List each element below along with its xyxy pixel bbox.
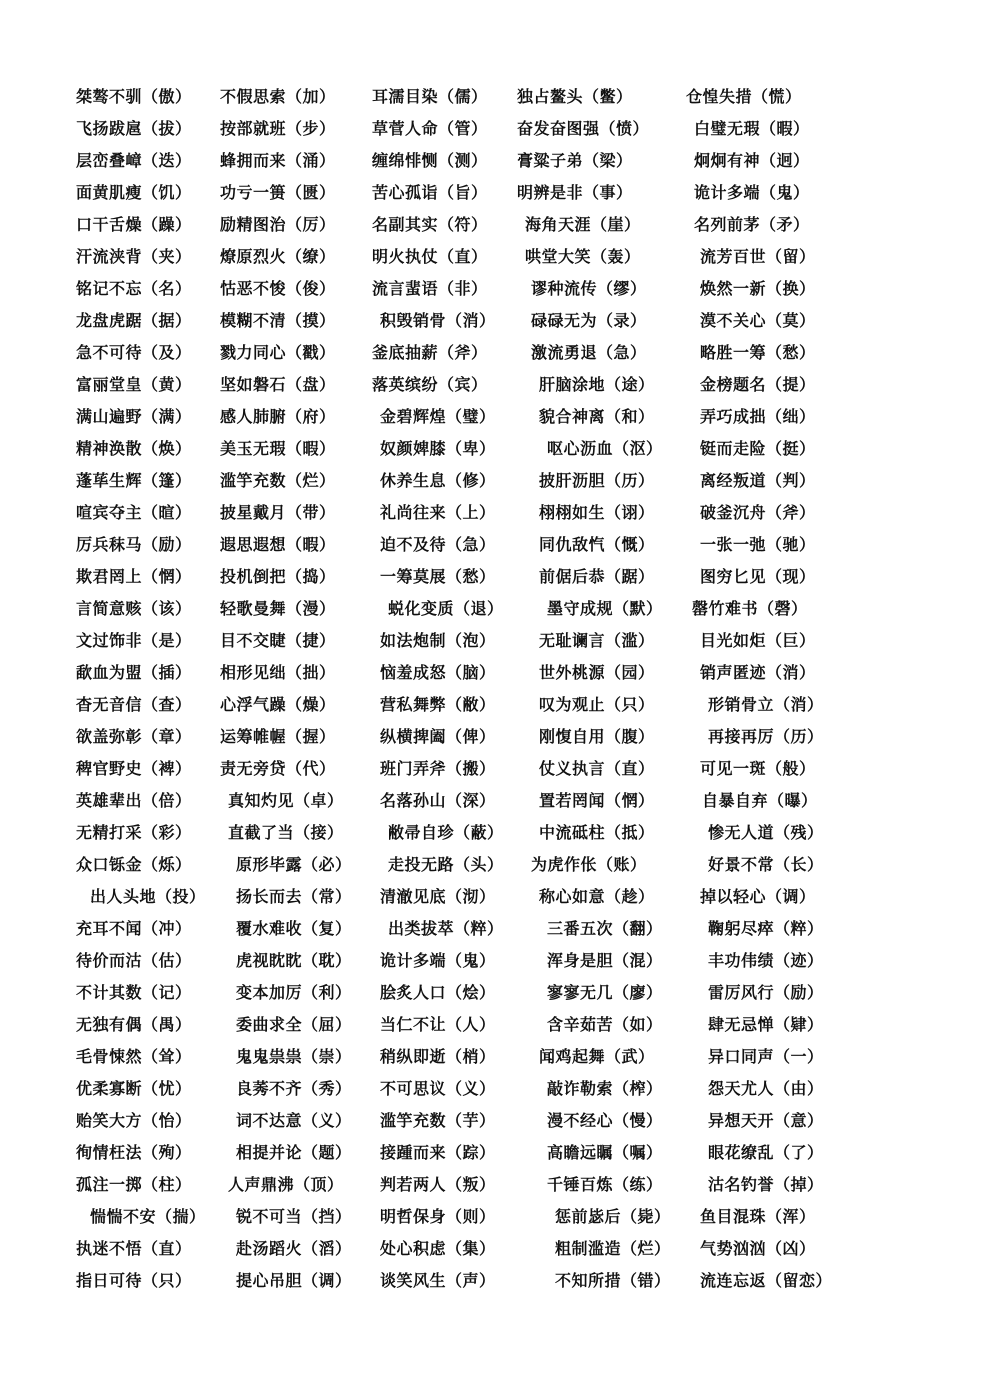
idiom-row <box>0 402 983 432</box>
idiom-entry: 惩前毖后（毙） <box>555 1207 671 1226</box>
idiom-row <box>0 658 983 688</box>
idiom-row <box>0 1266 983 1296</box>
idiom-entry: 铤而走险（挺） <box>700 439 816 458</box>
idiom-entry: 沽名钓誉（掉） <box>708 1175 824 1194</box>
idiom-row <box>0 754 983 784</box>
idiom-entry: 惨无人道（残） <box>708 823 824 842</box>
idiom-entry: 按部就班（步） <box>220 119 336 138</box>
idiom-entry: 礼尚往来（上） <box>380 503 496 522</box>
idiom-entry: 漠不关心（莫） <box>700 311 816 330</box>
idiom-entry: 丰功伟绩（迹） <box>708 951 824 970</box>
idiom-entry: 蜂拥而来（涌） <box>220 151 336 170</box>
idiom-entry: 销声匿迹（消） <box>700 663 816 682</box>
idiom-entry: 走投无路（头） <box>388 855 504 874</box>
idiom-entry: 良莠不齐（秀） <box>236 1079 352 1098</box>
idiom-entry: 诡计多端（鬼） <box>380 951 496 970</box>
idiom-entry: 充耳不闻（冲） <box>76 919 192 938</box>
idiom-entry: 怙恶不悛（俊） <box>220 279 336 298</box>
idiom-entry: 滥竽充数（芋） <box>380 1111 496 1130</box>
idiom-entry: 苦心孤诣（旨） <box>372 183 488 202</box>
idiom-entry: 可见一斑（般） <box>700 759 816 778</box>
idiom-entry: 毛骨悚然（耸） <box>76 1047 192 1066</box>
idiom-entry: 营私舞弊（敝） <box>380 695 496 714</box>
idiom-entry: 草菅人命（管） <box>372 119 488 138</box>
idiom-row <box>0 498 983 528</box>
idiom-entry: 掉以轻心（调） <box>700 887 816 906</box>
idiom-entry: 投机倒把（捣） <box>220 567 336 586</box>
idiom-entry: 休养生息（修） <box>380 471 496 490</box>
idiom-entry: 置若罔闻（惘） <box>539 791 655 810</box>
idiom-entry: 无耻谰言（滥） <box>539 631 655 650</box>
idiom-entry: 眼花缭乱（了） <box>708 1143 824 1162</box>
idiom-entry: 功亏一篑（匮） <box>220 183 336 202</box>
idiom-entry: 惴惴不安（揣） <box>90 1207 206 1226</box>
idiom-entry: 含辛茹苦（如） <box>547 1015 663 1034</box>
idiom-entry: 迫不及待（急） <box>380 535 496 554</box>
idiom-row <box>0 786 983 816</box>
idiom-row <box>0 274 983 304</box>
idiom-entry: 明火执仗（直） <box>372 247 488 266</box>
idiom-row <box>0 1010 983 1040</box>
idiom-entry: 焕然一新（换） <box>700 279 816 298</box>
idiom-entry: 英雄辈出（倍） <box>76 791 192 810</box>
idiom-entry: 名副其实（符） <box>372 215 488 234</box>
idiom-entry: 一张一弛（驰） <box>700 535 816 554</box>
idiom-row <box>0 1106 983 1136</box>
idiom-entry: 奴颜婢膝（卑） <box>380 439 496 458</box>
idiom-entry: 仗义执言（直） <box>539 759 655 778</box>
idiom-entry: 中流砥柱（抵） <box>539 823 655 842</box>
idiom-entry: 叹为观止（只） <box>539 695 655 714</box>
idiom-row <box>0 946 983 976</box>
idiom-entry: 接踵而来（踪） <box>380 1143 496 1162</box>
idiom-row <box>0 850 983 880</box>
idiom-entry: 明哲保身（则） <box>380 1207 496 1226</box>
idiom-entry: 词不达意（义） <box>236 1111 352 1130</box>
idiom-entry: 蜕化变质（退） <box>388 599 504 618</box>
idiom-entry: 流言蜚语（非） <box>372 279 488 298</box>
idiom-entry: 世外桃源（园） <box>539 663 655 682</box>
idiom-entry: 金榜题名（提） <box>700 375 816 394</box>
idiom-entry: 执迷不悟（直） <box>76 1239 192 1258</box>
idiom-row <box>0 434 983 464</box>
idiom-entry: 桀骜不驯（傲） <box>76 87 192 106</box>
idiom-entry: 轻歌曼舞（漫） <box>220 599 336 618</box>
idiom-entry: 肝脑涂地（途） <box>539 375 655 394</box>
idiom-entry: 稍纵即逝（梢） <box>380 1047 496 1066</box>
idiom-entry: 诡计多端（鬼） <box>694 183 810 202</box>
idiom-entry: 人声鼎沸（顶） <box>228 1175 344 1194</box>
idiom-entry: 如法炮制（泡） <box>380 631 496 650</box>
idiom-entry: 扬长而去（常） <box>236 887 352 906</box>
idiom-entry: 龙盘虎踞（据） <box>76 311 192 330</box>
idiom-row <box>0 1074 983 1104</box>
idiom-entry: 再接再厉（历） <box>708 727 824 746</box>
idiom-entry: 为虎作伥（账） <box>531 855 647 874</box>
idiom-row <box>0 338 983 368</box>
idiom-entry: 炯炯有神（迥） <box>694 151 810 170</box>
idiom-entry: 喧宾夺主（暄） <box>76 503 192 522</box>
idiom-row <box>0 1234 983 1264</box>
idiom-entry: 美玉无瑕（暇） <box>220 439 336 458</box>
idiom-row <box>0 178 983 208</box>
idiom-entry: 责无旁贷（代） <box>220 759 336 778</box>
idiom-row <box>0 1042 983 1072</box>
idiom-entry: 栩栩如生（诩） <box>539 503 655 522</box>
idiom-entry: 原形毕露（必） <box>236 855 352 874</box>
idiom-entry: 名落孙山（深） <box>380 791 496 810</box>
idiom-entry: 口干舌燥（躁） <box>76 215 192 234</box>
idiom-entry: 破釜沉舟（斧） <box>700 503 816 522</box>
idiom-entry: 鞠躬尽瘁（粹） <box>708 919 824 938</box>
idiom-entry: 优柔寡断（忧） <box>76 1079 192 1098</box>
idiom-entry: 歃血为盟（插） <box>76 663 192 682</box>
idiom-entry: 真知灼见（卓） <box>228 791 344 810</box>
idiom-entry: 略胜一筹（愁） <box>700 343 816 362</box>
idiom-entry: 厉兵秣马（励） <box>76 535 192 554</box>
idiom-entry: 待价而沽（估） <box>76 951 192 970</box>
idiom-row <box>0 530 983 560</box>
idiom-entry: 相提并论（题） <box>236 1143 352 1162</box>
idiom-row <box>0 882 983 912</box>
idiom-entry: 气势汹汹（凶） <box>700 1239 816 1258</box>
idiom-entry: 独占鳌头（鳖） <box>517 87 633 106</box>
idiom-entry: 墨守成规（默） <box>547 599 663 618</box>
idiom-entry: 相形见绌（拙） <box>220 663 336 682</box>
idiom-entry: 同仇敌忾（慨） <box>539 535 655 554</box>
idiom-entry: 急不可待（及） <box>76 343 192 362</box>
idiom-entry: 目光如炬（巨） <box>700 631 816 650</box>
idiom-entry: 肆无忌惮（肄） <box>708 1015 824 1034</box>
idiom-entry: 哄堂大笑（轰） <box>525 247 641 266</box>
idiom-entry: 雷厉风行（励） <box>708 983 824 1002</box>
idiom-entry: 众口铄金（烁） <box>76 855 192 874</box>
idiom-entry: 委曲求全（屈） <box>236 1015 352 1034</box>
idiom-entry: 寥寥无几（廖） <box>547 983 663 1002</box>
idiom-entry: 清澈见底（沏） <box>380 887 496 906</box>
idiom-row <box>0 1138 983 1168</box>
idiom-entry: 虎视眈眈（耽） <box>236 951 352 970</box>
idiom-entry: 呕心沥血（沤） <box>547 439 663 458</box>
idiom-entry: 坚如磐石（盘） <box>220 375 336 394</box>
idiom-entry: 燎原烈火（缭） <box>220 247 336 266</box>
idiom-entry: 汗流浃背（夹） <box>76 247 192 266</box>
idiom-entry: 千锤百炼（练） <box>547 1175 663 1194</box>
idiom-row <box>0 370 983 400</box>
idiom-entry: 纵横捭阖（俾） <box>380 727 496 746</box>
idiom-entry: 弄巧成拙（绌） <box>700 407 816 426</box>
idiom-entry: 激流勇退（急） <box>531 343 647 362</box>
idiom-entry: 脍炙人口（烩） <box>380 983 496 1002</box>
idiom-entry: 满山遍野（满） <box>76 407 192 426</box>
idiom-entry: 漫不经心（慢） <box>547 1111 663 1130</box>
idiom-entry: 敝帚自珍（蔽） <box>388 823 504 842</box>
idiom-entry: 当仁不让（人） <box>380 1015 496 1034</box>
idiom-entry: 一筹莫展（愁） <box>380 567 496 586</box>
idiom-entry: 目不交睫（捷） <box>220 631 336 650</box>
idiom-row <box>0 1202 983 1232</box>
idiom-entry: 变本加厉（利） <box>236 983 352 1002</box>
idiom-row <box>0 626 983 656</box>
idiom-entry: 欲盖弥彰（章） <box>76 727 192 746</box>
idiom-entry: 三番五次（翻） <box>547 919 663 938</box>
idiom-entry: 好景不常（长） <box>708 855 824 874</box>
idiom-row <box>0 242 983 272</box>
idiom-entry: 班门弄斧（搬） <box>380 759 496 778</box>
idiom-entry: 罄竹难书（磬） <box>692 599 808 618</box>
idiom-entry: 杳无音信（查） <box>76 695 192 714</box>
idiom-entry: 戮力同心（戳） <box>220 343 336 362</box>
idiom-row <box>0 114 983 144</box>
idiom-entry: 心浮气躁（燥） <box>220 695 336 714</box>
idiom-entry: 形销骨立（消） <box>708 695 824 714</box>
idiom-entry: 欺君罔上（惘） <box>76 567 192 586</box>
idiom-entry: 面黄肌瘦（饥） <box>76 183 192 202</box>
idiom-entry: 前倨后恭（踞） <box>539 567 655 586</box>
idiom-row <box>0 306 983 336</box>
idiom-entry: 遐思遐想（暇） <box>220 535 336 554</box>
idiom-entry: 模糊不清（摸） <box>220 311 336 330</box>
idiom-entry: 恼羞成怒（脑） <box>380 663 496 682</box>
idiom-entry: 不计其数（记） <box>76 983 192 1002</box>
idiom-entry: 海角天涯（崖） <box>525 215 641 234</box>
idiom-entry: 仓惶失措（慌） <box>686 87 802 106</box>
idiom-entry: 富丽堂皇（黄） <box>76 375 192 394</box>
idiom-entry: 飞扬跋扈（拔） <box>76 119 192 138</box>
idiom-entry: 浑身是胆（混） <box>547 951 663 970</box>
idiom-entry: 徇情枉法（殉） <box>76 1143 192 1162</box>
idiom-row <box>0 210 983 240</box>
idiom-entry: 覆水难收（复） <box>236 919 352 938</box>
idiom-entry: 白璧无瑕（暇） <box>694 119 810 138</box>
idiom-entry: 不知所措（错） <box>555 1271 671 1290</box>
idiom-entry: 碌碌无为（录） <box>531 311 647 330</box>
idiom-entry: 稗官野史（裨） <box>76 759 192 778</box>
idiom-entry: 缠绵悱恻（测） <box>372 151 488 170</box>
idiom-entry: 名列前茅（矛） <box>694 215 810 234</box>
idiom-entry: 滥竽充数（烂） <box>220 471 336 490</box>
idiom-entry: 赴汤蹈火（滔） <box>236 1239 352 1258</box>
idiom-entry: 锐不可当（挡） <box>236 1207 352 1226</box>
idiom-entry: 称心如意（趁） <box>539 887 655 906</box>
idiom-row <box>0 690 983 720</box>
idiom-entry: 积毁销骨（消） <box>380 311 496 330</box>
idiom-entry: 刚愎自用（腹） <box>539 727 655 746</box>
idiom-entry: 铭记不忘（名） <box>76 279 192 298</box>
idiom-entry: 不假思索（加） <box>220 87 336 106</box>
idiom-entry: 指日可待（只） <box>76 1271 192 1290</box>
idiom-entry: 图穷匕见（现） <box>700 567 816 586</box>
idiom-entry: 谈笑风生（声） <box>380 1271 496 1290</box>
idiom-entry: 闻鸡起舞（武） <box>539 1047 655 1066</box>
idiom-row <box>0 466 983 496</box>
idiom-entry: 鬼鬼祟祟（崇） <box>236 1047 352 1066</box>
idiom-entry: 励精图治（厉） <box>220 215 336 234</box>
idiom-entry: 出类拔萃（粹） <box>388 919 504 938</box>
idiom-entry: 耳濡目染（儒） <box>372 87 488 106</box>
idiom-entry: 精神涣散（焕） <box>76 439 192 458</box>
idiom-entry: 文过饰非（是） <box>76 631 192 650</box>
idiom-entry: 言简意赅（该） <box>76 599 192 618</box>
idiom-entry: 感人肺腑（府） <box>220 407 336 426</box>
idiom-entry: 蓬荜生辉（篷） <box>76 471 192 490</box>
idiom-entry: 流连忘返（留恋） <box>700 1271 833 1290</box>
idiom-entry: 贻笑大方（怡） <box>76 1111 192 1130</box>
idiom-entry: 釜底抽薪（斧） <box>372 343 488 362</box>
idiom-row <box>0 722 983 752</box>
idiom-entry: 高瞻远瞩（嘱） <box>547 1143 663 1162</box>
idiom-entry: 奋发奋图强（愤） <box>517 119 650 138</box>
idiom-entry: 提心吊胆（调） <box>236 1271 352 1290</box>
idiom-row <box>0 914 983 944</box>
idiom-row <box>0 978 983 1008</box>
idiom-entry: 无独有偶（禺） <box>76 1015 192 1034</box>
idiom-entry: 鱼目混珠（浑） <box>700 1207 816 1226</box>
idiom-entry: 流芳百世（留） <box>700 247 816 266</box>
idiom-entry: 披肝沥胆（历） <box>539 471 655 490</box>
idiom-row <box>0 82 983 112</box>
idiom-entry: 无精打采（彩） <box>76 823 192 842</box>
idiom-entry: 貌合神离（和） <box>539 407 655 426</box>
idiom-row <box>0 146 983 176</box>
idiom-entry: 直截了当（接） <box>228 823 344 842</box>
idiom-entry: 金碧辉煌（璧） <box>380 407 496 426</box>
idiom-entry: 明辨是非（事） <box>517 183 633 202</box>
idiom-entry: 运筹帷幄（握） <box>220 727 336 746</box>
idiom-row <box>0 594 983 624</box>
idiom-entry: 层峦叠嶂（迭） <box>76 151 192 170</box>
idiom-entry: 粗制滥造（烂） <box>555 1239 671 1258</box>
idiom-row <box>0 1170 983 1200</box>
idiom-entry: 处心积虑（集） <box>380 1239 496 1258</box>
idiom-entry: 谬种流传（缪） <box>531 279 647 298</box>
idiom-row <box>0 818 983 848</box>
idiom-entry: 离经叛道（判） <box>700 471 816 490</box>
idiom-row <box>0 562 983 592</box>
idiom-entry: 不可思议（义） <box>380 1079 496 1098</box>
idiom-entry: 膏粱子弟（梁） <box>517 151 633 170</box>
idiom-entry: 怨天尤人（由） <box>708 1079 824 1098</box>
idiom-entry: 自暴自弃（曝） <box>702 791 818 810</box>
idiom-entry: 异想天开（意） <box>708 1111 824 1130</box>
idiom-entry: 敲诈勒索（榨） <box>547 1079 663 1098</box>
idiom-entry: 孤注一掷（柱） <box>76 1175 192 1194</box>
idiom-entry: 出人头地（投） <box>90 887 206 906</box>
idiom-entry: 披星戴月（带） <box>220 503 336 522</box>
idiom-entry: 异口同声（一） <box>708 1047 824 1066</box>
idiom-entry: 判若两人（叛） <box>380 1175 496 1194</box>
idiom-entry: 落英缤纷（宾） <box>372 375 488 394</box>
